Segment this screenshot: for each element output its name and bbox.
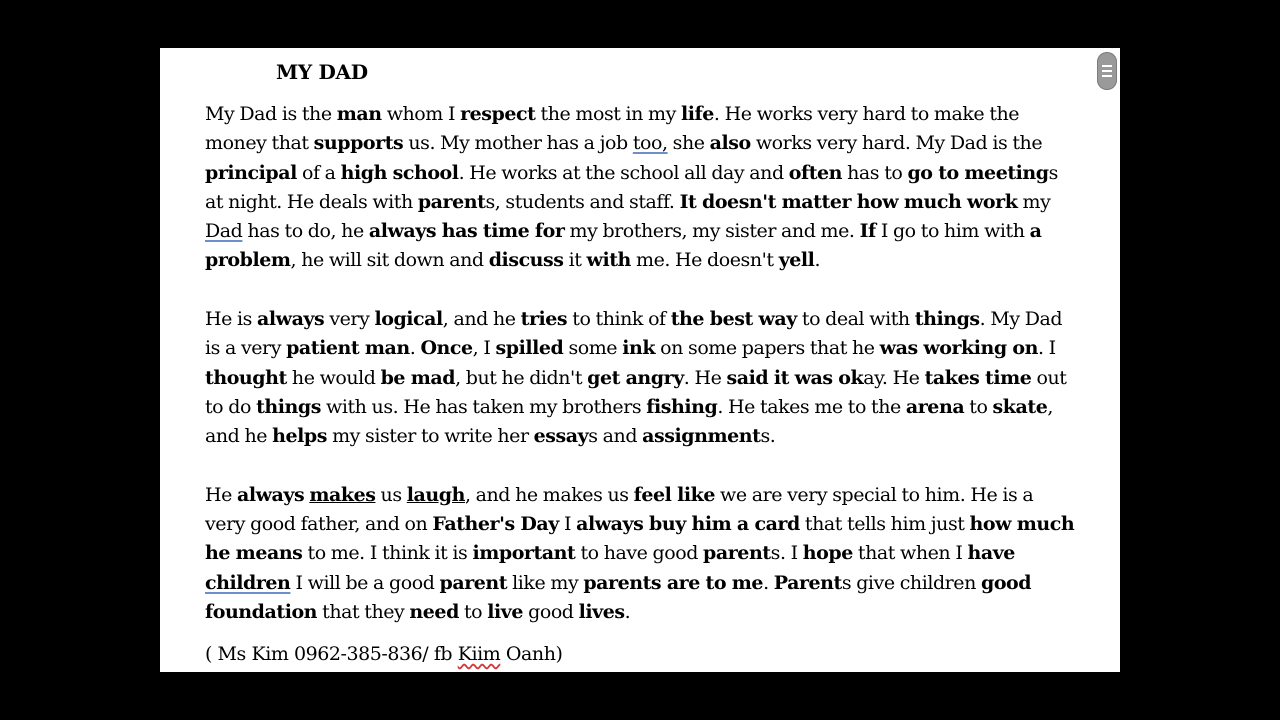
text-run: he would (286, 366, 381, 389)
bold-phrase: good foundation (205, 571, 1032, 624)
bold-phrase: always buy him a card (576, 513, 800, 536)
bold-phrase: high school (340, 161, 459, 184)
text-run: My Dad is the (205, 103, 337, 125)
text-run: she (667, 132, 710, 155)
bold-phrase: fishing (646, 395, 718, 418)
text-run: s. I (770, 542, 803, 565)
bold-phrase: parent (703, 542, 771, 565)
bold-phrase: parent (439, 571, 508, 594)
text-run: that they (317, 601, 410, 624)
text-run: the most in my (535, 103, 681, 125)
document-body (205, 100, 1077, 657)
text-run: to me. I think it is (302, 542, 473, 565)
bold-phrase: It doesn't matter how much work (679, 190, 1018, 213)
bold-phrase: also (709, 132, 751, 155)
text-run: some (563, 337, 623, 360)
bold-phrase: have (967, 542, 1015, 565)
text-run: on some papers that he (655, 337, 880, 360)
text-run: I go to him with (875, 220, 1030, 243)
bold-phrase: respect (460, 103, 536, 125)
credit-suffix: Oanh) (500, 643, 563, 665)
text-run: . (409, 337, 421, 360)
text-run: us (375, 483, 407, 506)
text-run: He (205, 483, 238, 506)
text-run: I (558, 513, 577, 536)
text-run: out to do (205, 366, 1067, 418)
text-run: to (458, 601, 488, 624)
bold-phrase: discuss (488, 249, 564, 272)
bold-phrase: the best way (670, 308, 797, 331)
bold-phrase: arena (905, 395, 965, 418)
text-run: . He works very hard to make the money that (205, 103, 1020, 155)
bold-phrase: Father's Day (432, 513, 559, 536)
bold-phrase: lives (578, 601, 625, 624)
bold-phrase: get angry (587, 366, 684, 389)
text-run: . (763, 571, 774, 594)
underlined-text: Dad (205, 220, 243, 243)
text-run: . He (683, 366, 727, 389)
text-run: good (523, 601, 579, 624)
paragraph (205, 100, 1077, 276)
text-run: I will be a good (290, 571, 440, 594)
bold-phrase: live (487, 601, 524, 624)
bold-phrase: takes time (924, 366, 1032, 389)
text-run: . (624, 601, 631, 624)
bold-phrase: life (681, 103, 714, 125)
text-run: works very hard. My Dad is the (750, 132, 1043, 155)
bold-phrase: man (336, 103, 382, 125)
bold-phrase: how much he means (205, 513, 1075, 565)
bold-phrase: go to meeting (907, 161, 1049, 184)
underlined-bold-phrase: laugh (406, 483, 465, 506)
text-run: , he will sit down and (290, 249, 489, 272)
text-run: me. He doesn't (630, 249, 779, 272)
text-run: us. My mother has a job (403, 132, 633, 155)
text-run: , and he (442, 308, 521, 331)
text-run: s, students and staff. (485, 190, 680, 213)
bold-phrase: things (256, 395, 321, 418)
text-run: to have good (575, 542, 704, 565)
bold-phrase: things (914, 308, 980, 331)
paragraph (205, 305, 1077, 451)
bold-phrase: always (237, 483, 305, 506)
text-run: very (324, 308, 375, 331)
underlined-bold-phrase: children (205, 571, 291, 594)
text-run: of a (296, 161, 341, 184)
bold-phrase: Once (420, 337, 473, 360)
text-run: . (814, 249, 821, 272)
text-run: , but he didn't (455, 366, 588, 389)
bold-phrase: yell (778, 249, 815, 272)
text-run: we are very special to him. He is a very good father, and on (205, 483, 1034, 536)
text-run: , and he (205, 395, 1053, 448)
bold-phrase: Parent (773, 571, 842, 594)
bold-phrase: important (472, 542, 576, 565)
text-run: my sister to write her (327, 425, 534, 448)
bold-phrase: was working on (879, 337, 1038, 360)
bold-phrase: ink (622, 337, 656, 360)
bold-phrase: patient man (286, 337, 410, 360)
text-run: . My Dad is a very (205, 308, 1063, 360)
text-run: my (1017, 190, 1051, 213)
text-run: with us. He has taken my brothers (320, 395, 647, 418)
credit-prefix: ( Ms Kim 0962-385-836/ fb (205, 643, 458, 665)
paragraph (205, 481, 1077, 627)
text-run: my brothers, my sister and me. (564, 220, 860, 243)
bold-phrase: often (788, 161, 843, 184)
bold-phrase: skate (992, 395, 1048, 418)
text-run: . He takes me to the (717, 395, 906, 418)
bold-phrase: principal (205, 161, 297, 184)
bold-phrase: hope (802, 542, 853, 565)
author-credit (205, 640, 562, 668)
bold-phrase: parent (417, 190, 486, 213)
text-run: like my (507, 571, 584, 594)
bold-phrase: with (586, 249, 631, 272)
bold-phrase: be mad (380, 366, 456, 389)
bold-phrase: always has time for (368, 220, 565, 243)
bold-phrase: assignment (642, 425, 761, 448)
text-run: , and he makes us (464, 483, 634, 506)
scroll-handle[interactable] (1097, 52, 1117, 90)
text-run: to think of (567, 308, 671, 331)
text-run: whom I (381, 103, 461, 125)
bold-phrase: feel like (633, 483, 715, 506)
bold-phrase: helps (272, 425, 327, 448)
bold-phrase: essay (533, 425, 589, 448)
bold-phrase: thought (205, 366, 287, 389)
text-run: that when I (852, 542, 968, 565)
underlined-bold-phrase: makes (309, 483, 376, 506)
text-run: it (563, 249, 587, 272)
bold-phrase: If (859, 220, 876, 243)
bold-phrase: always (257, 308, 325, 331)
text-run: s at night. He deals with (205, 161, 1058, 213)
text-run: . I (1037, 337, 1056, 360)
document-page (160, 48, 1120, 672)
text-run: that tells him just (799, 513, 970, 536)
bold-phrase: logical (374, 308, 443, 331)
bold-phrase: spilled (495, 337, 564, 360)
text-run: s and (588, 425, 643, 448)
bold-phrase: a problem (205, 220, 1042, 272)
credit-name-misspelled: Kiim (457, 643, 501, 665)
text-run: has to do, he (242, 220, 369, 243)
bold-phrase: supports (313, 132, 404, 155)
text-run: s give children (841, 571, 981, 594)
text-run: He is (205, 308, 258, 331)
text-run: , I (472, 337, 496, 360)
text-run: to deal with (796, 308, 915, 331)
bold-phrase: need (409, 601, 459, 624)
bold-phrase: parents are to me (583, 571, 764, 594)
text-run: has to (842, 161, 908, 184)
text-run: s. (760, 425, 776, 448)
bold-phrase: tries (520, 308, 568, 331)
underlined-text: too, (632, 132, 668, 155)
text-run: ay. He (863, 366, 925, 389)
text-run: to (964, 395, 993, 418)
text-run: . He works at the school all day and (458, 161, 789, 184)
document-title: MY DAD (276, 60, 368, 84)
bold-phrase: said it was ok (726, 366, 864, 389)
